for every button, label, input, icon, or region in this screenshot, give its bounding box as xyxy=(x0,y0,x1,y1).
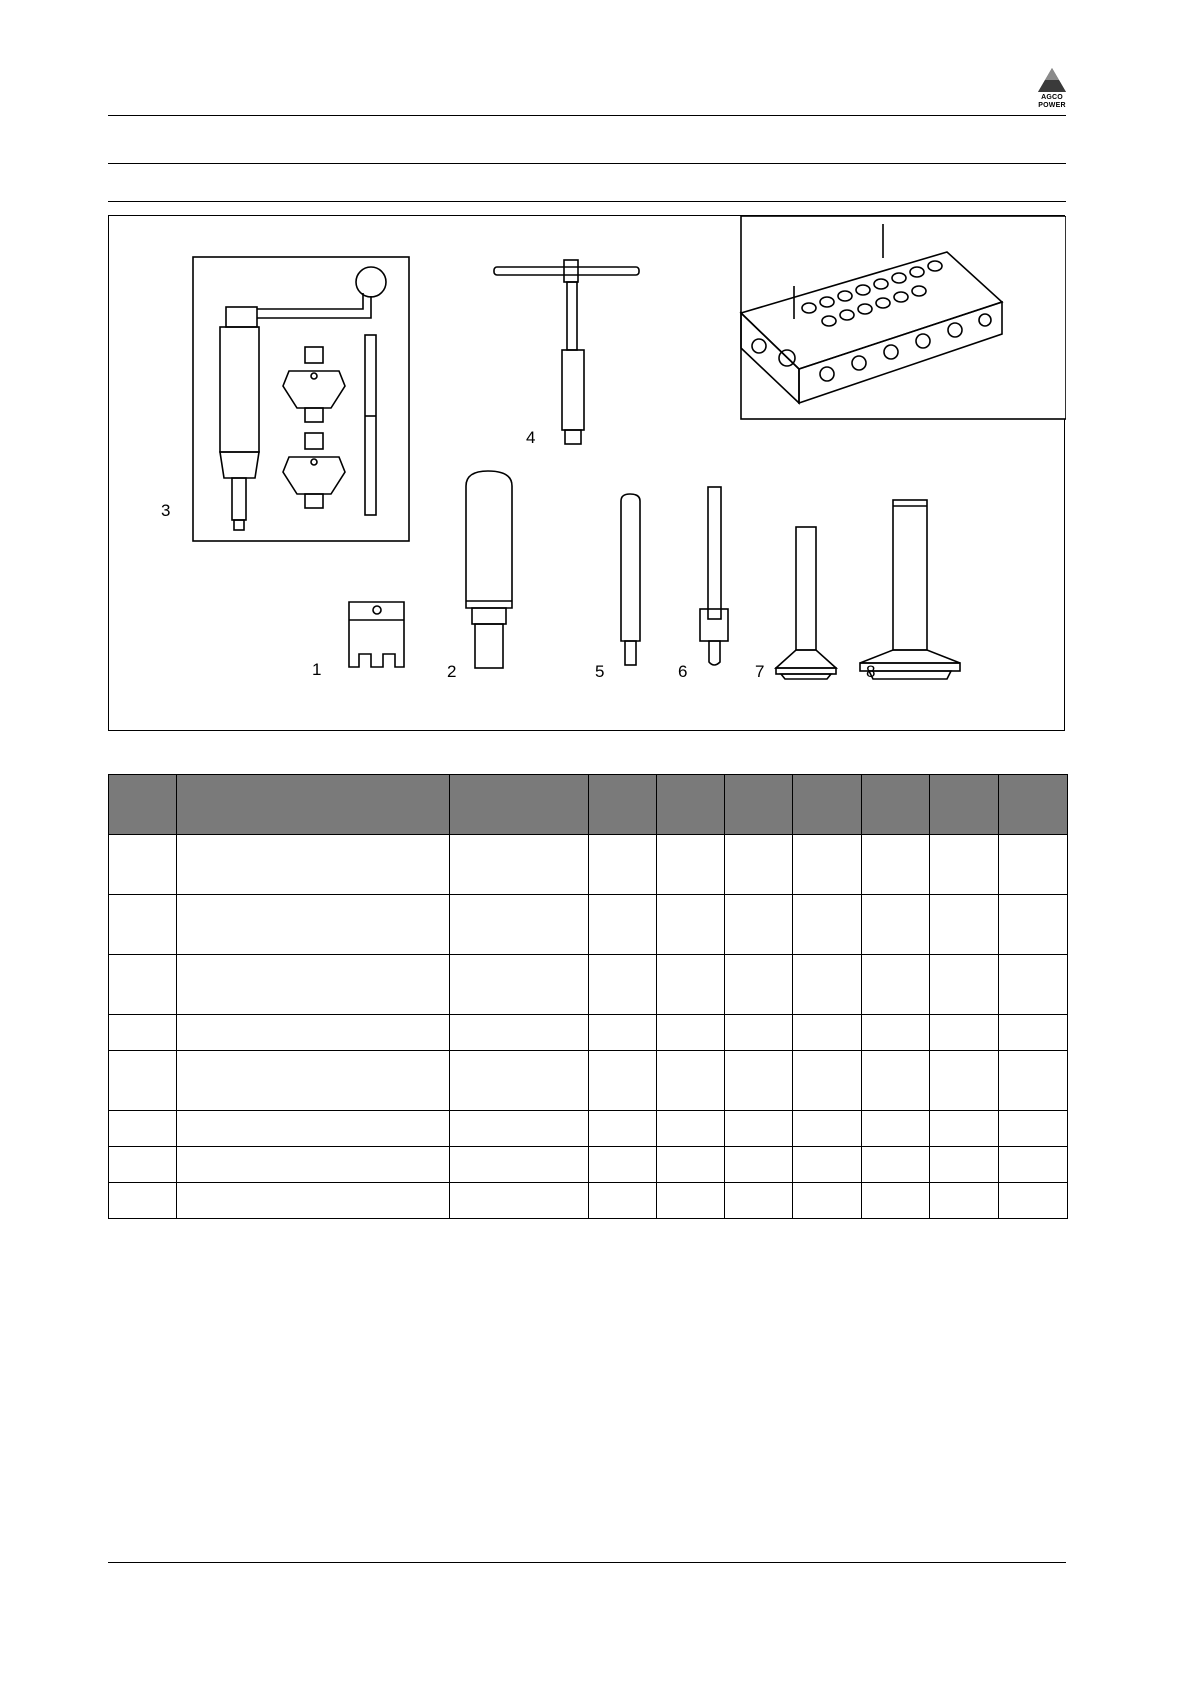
logo-line-2: POWER xyxy=(1038,102,1066,109)
table-row xyxy=(109,1111,1068,1147)
logo-line-1: AGCO xyxy=(1041,94,1063,101)
table-row xyxy=(109,1183,1068,1219)
callout-5: 5 xyxy=(595,662,605,681)
table-row xyxy=(109,835,1068,895)
valve-seat-cutter-lower xyxy=(283,433,345,508)
tool-7-installer xyxy=(776,527,836,679)
header-cell xyxy=(177,775,450,835)
valve-seat-cutter-upper xyxy=(283,347,345,422)
agco-power-logo xyxy=(1032,66,1072,111)
header-cell xyxy=(930,775,999,835)
table-row xyxy=(109,1051,1068,1111)
table-row xyxy=(109,1015,1068,1051)
header-cell xyxy=(725,775,793,835)
header-cell xyxy=(657,775,725,835)
callout-1: 1 xyxy=(312,660,322,679)
header-cell xyxy=(862,775,930,835)
header-cell xyxy=(999,775,1068,835)
header-rule-middle xyxy=(108,163,1066,164)
header-cell xyxy=(109,775,177,835)
tool-2-handle xyxy=(466,471,512,668)
agco-triangle-icon xyxy=(1032,66,1072,94)
header-cell xyxy=(589,775,657,835)
tool-8-installer xyxy=(860,500,960,679)
tool-6-pin xyxy=(700,487,728,665)
cylinder-head-inset xyxy=(741,216,1066,419)
footer-rule xyxy=(108,1562,1066,1563)
tool-3-kit xyxy=(193,257,409,541)
tool-4-t-handle xyxy=(494,260,639,447)
callout-7: 7 xyxy=(755,662,765,681)
table-row xyxy=(109,955,1068,1015)
table-header-row xyxy=(109,775,1068,835)
table-row xyxy=(109,1147,1068,1183)
callout-4: 4 xyxy=(526,428,536,447)
header-cell xyxy=(450,775,589,835)
tools-figure xyxy=(108,215,1065,731)
callout-8: 8 xyxy=(866,662,876,681)
tool-5-drift xyxy=(621,494,640,665)
header-rule-top xyxy=(108,115,1066,116)
tools-table xyxy=(108,774,1068,1219)
tool-1-socket xyxy=(349,602,404,667)
table-row xyxy=(109,895,1068,955)
callout-6: 6 xyxy=(678,662,688,681)
callout-2: 2 xyxy=(447,662,457,681)
header-cell xyxy=(793,775,862,835)
callout-3: 3 xyxy=(161,501,171,520)
header-rule-bottom xyxy=(108,201,1066,202)
